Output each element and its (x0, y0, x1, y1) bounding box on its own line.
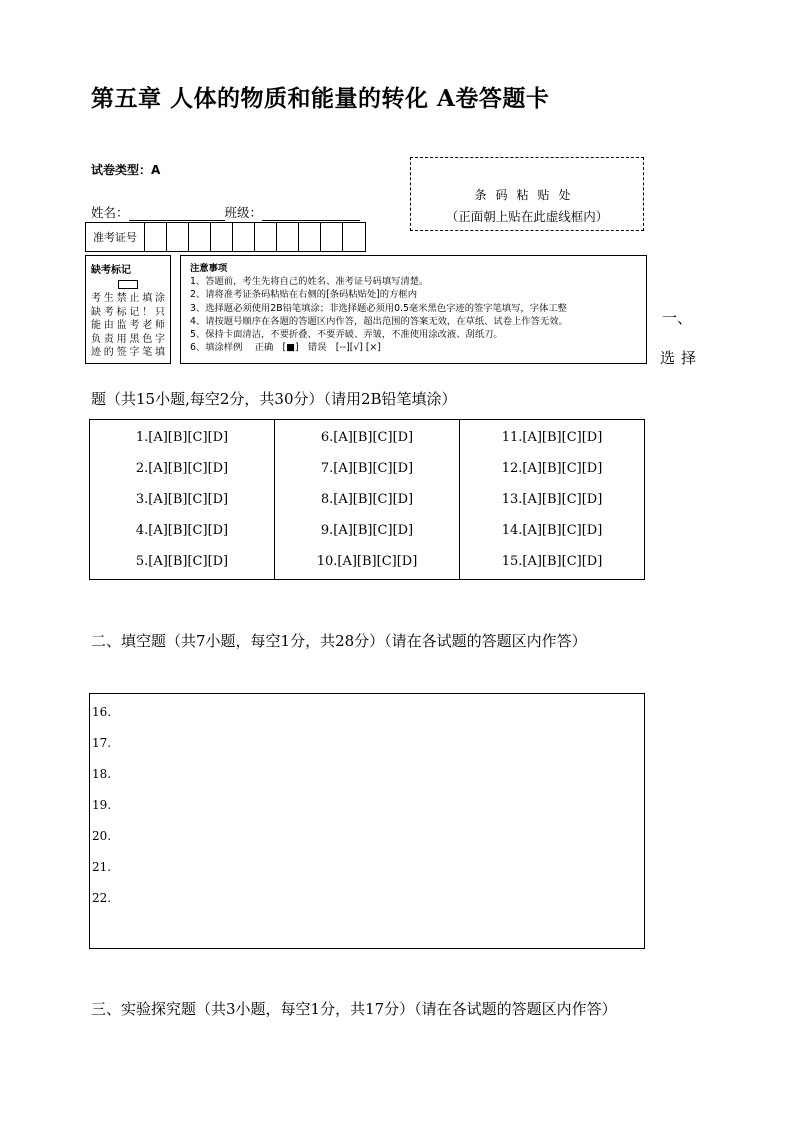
paper-type: 试卷类型：A (91, 163, 161, 177)
exam-id-cell[interactable] (167, 223, 189, 251)
choice-question[interactable]: 7.[A][B][C][D] (320, 461, 414, 476)
section3-heading: 三、实验探究题（共3小题，每空1分，共17分）（请在各试题的答题区内作答） (91, 1000, 617, 1018)
barcode-title: 条码粘贴处 (474, 188, 580, 202)
missing-mark-line: 缺考标记！只 (91, 306, 165, 318)
choice-question[interactable]: 10.[A][B][C][D] (316, 554, 418, 569)
choice-question[interactable]: 13.[A][B][C][D] (501, 492, 603, 507)
exam-id-cell[interactable] (321, 223, 343, 251)
notes-item: 1、答题前，考生先将自己的姓名、准考证号码填写清楚。 (190, 276, 429, 288)
choice-question[interactable]: 15.[A][B][C][D] (501, 554, 603, 569)
section1-prefix-a: 一、 (662, 309, 693, 327)
missing-mark-heading: 缺考标记 (91, 265, 131, 276)
choice-question[interactable]: 12.[A][B][C][D] (501, 461, 603, 476)
fill-question: 18. (92, 767, 112, 781)
exam-id-cell[interactable] (233, 223, 255, 251)
fill-question: 20. (92, 829, 112, 843)
choice-question[interactable]: 8.[A][B][C][D] (320, 492, 414, 507)
fill-question: 17. (92, 736, 112, 750)
section2-heading: 二、填空题（共7小题，每空1分，共28分）（请在各试题的答题区内作答） (91, 632, 587, 650)
choice-answer-grid (89, 419, 645, 580)
notes-heading: 注意事项 (190, 263, 228, 274)
fill-answer-area[interactable] (89, 693, 645, 949)
choice-question[interactable]: 9.[A][B][C][D] (320, 523, 414, 538)
name-field[interactable] (129, 208, 225, 221)
exam-id-cell[interactable] (145, 223, 167, 251)
notes-item: 2、请将准考证条码粘贴在右侧的[条码粘贴处]的方框内 (190, 289, 417, 301)
exam-id-cell[interactable] (299, 223, 321, 251)
fill-question: 21. (92, 860, 112, 874)
notes-item: 6、填涂样例 正确 [■] 错误 [--][√] [×] (190, 342, 381, 354)
choice-question[interactable]: 2.[A][B][C][D] (135, 461, 229, 476)
exam-id-cell[interactable] (189, 223, 211, 251)
exam-id-label: 准考证号 (86, 223, 145, 251)
notes-box (180, 255, 647, 364)
fill-question: 16. (92, 705, 112, 719)
exam-id-cell[interactable] (343, 223, 365, 251)
missing-mark-checkbox[interactable] (118, 280, 138, 289)
missing-mark-box (85, 255, 171, 364)
name-class-row (91, 203, 360, 221)
missing-mark-line: 能由监考老师 (91, 320, 165, 331)
exam-id-cell[interactable] (255, 223, 277, 251)
notes-item: 4、请按题号顺序在各题的答题区内作答，超出范围的答案无效，在草纸、试卷上作答无效。 (190, 315, 568, 327)
choice-question[interactable]: 11.[A][B][C][D] (501, 430, 603, 445)
class-label: 班级： (224, 205, 263, 220)
choice-question[interactable]: 4.[A][B][C][D] (135, 523, 229, 538)
choice-question[interactable]: 14.[A][B][C][D] (501, 523, 603, 538)
class-field[interactable] (262, 208, 360, 221)
notes-item: 3、选择题必须使用2B铅笔填涂；非选择题必须用0.5毫米黑色字迹的签字笔填写，字体工整 (190, 302, 567, 314)
choice-question[interactable]: 5.[A][B][C][D] (135, 554, 229, 569)
choice-column (90, 420, 275, 579)
missing-mark-line: 迹的签字笔填 (91, 347, 165, 358)
choice-question[interactable]: 6.[A][B][C][D] (320, 430, 414, 445)
choice-column (460, 420, 644, 579)
barcode-area (410, 157, 644, 231)
choice-question[interactable]: 1.[A][B][C][D] (135, 430, 229, 445)
notes-item: 5、保持卡面清洁，不要折叠、不要弄破、弄皱，不准使用涂改液、刮纸刀。 (190, 329, 503, 341)
missing-mark-line: 考生禁止填涂 (91, 293, 165, 304)
name-label: 姓名： (91, 205, 129, 220)
choice-question[interactable]: 3.[A][B][C][D] (135, 492, 229, 507)
exam-id-row (85, 222, 366, 252)
missing-mark-line: 负责用黑色字 (91, 333, 165, 345)
fill-question: 22. (92, 891, 112, 905)
section1-prefix-b: 选择 (660, 349, 703, 367)
section1-heading: 题（共15小题,每空2分，共30分）（请用2B铅笔填涂） (91, 390, 457, 408)
exam-id-cell[interactable] (211, 223, 233, 251)
fill-question: 19. (92, 798, 112, 812)
exam-id-cell[interactable] (277, 223, 299, 251)
barcode-hint: （正面朝上贴在此虚线框内） (445, 209, 609, 224)
page-title: 第五章 人体的物质和能量的转化 A卷答题卡 (91, 85, 550, 112)
choice-column (275, 420, 460, 579)
